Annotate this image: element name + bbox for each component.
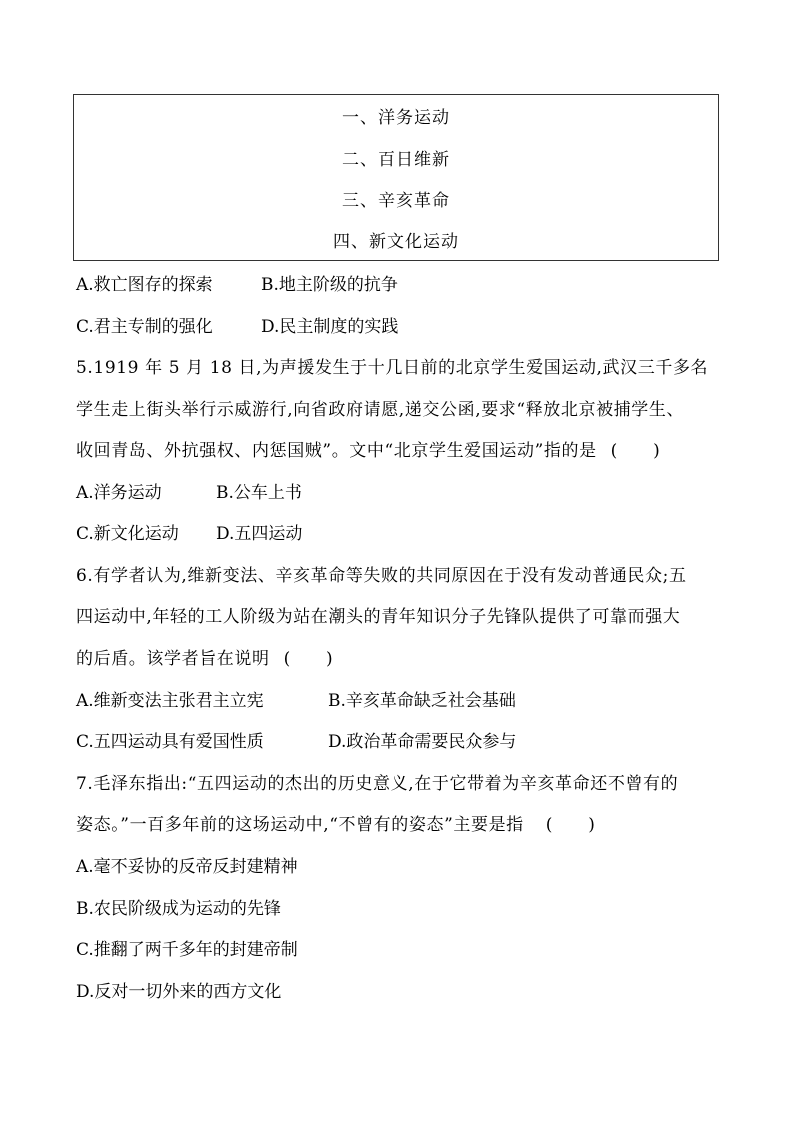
q7-option-a: A.毫不妥协的反帝反封建精神 [76,857,298,877]
q4-option-a: A.救亡图存的探索 [76,275,213,295]
q6-stem-line-1: 6.有学者认为,维新变法、辛亥革命等失败的共同原因在于没有发动普通民众;五 [76,566,687,586]
q6-option-d: D.政治革命需要民众参与 [328,732,517,752]
q6-stem-text: 的后盾。该学者旨在说明 [76,649,270,669]
q6-option-a: A.维新变法主张君主立宪 [76,691,264,711]
q5-option-a: A.洋务运动 [76,483,162,503]
q4-option-d: D.民主制度的实践 [261,317,399,337]
q4-option-b: B.地主阶级的抗争 [261,275,398,295]
q7-stem-text: 姿态。”一百多年前的这场运动中,“不曾有的姿态”主要是指 [76,815,524,835]
box-item-1: 一、洋务运动 [342,108,450,128]
q6-option-b: B.辛亥革命缺乏社会基础 [328,691,516,711]
q7-option-c: C.推翻了两千多年的封建帝制 [76,940,298,960]
q5-stem-line-3 [76,440,660,462]
q5-option-d: D.五四运动 [216,524,303,544]
q7-option-d: D.反对一切外来的西方文化 [76,982,282,1002]
q6-stem-line-2: 四运动中,年轻的工人阶级为站在潮头的青年知识分子先锋队提供了可靠而强大 [76,607,681,627]
box-item-4: 四、新文化运动 [333,232,459,252]
q7-stem-line-2 [76,814,595,836]
q5-option-c: C.新文化运动 [76,524,179,544]
q5-stem-line-2: 学生走上街头举行示威游行,向省政府请愿,递交公函,要求“释放北京被捕学生、 [76,400,685,420]
q6-stem-line-3 [76,648,333,670]
box-item-3: 三、辛亥革命 [342,191,450,211]
box-item-2: 二、百日维新 [342,150,450,170]
q5-stem-line-1: 5.1919 年 5 月 18 日,为声援发生于十几日前的北京学生爱国运动,武汉三千多名 [76,358,709,378]
q5-option-b: B.公车上书 [216,483,302,503]
q5-answer-blank: ( ) [610,441,661,461]
q4-option-c: C.君主专制的强化 [76,317,213,337]
q7-stem-line-1: 7.毛泽东指出:“五四运动的杰出的历史意义,在于它带着为辛亥革命还不曾有的 [76,774,679,794]
q6-option-c: C.五四运动具有爱国性质 [76,732,264,752]
reference-box [73,94,719,261]
q6-answer-blank: ( ) [283,649,334,669]
q5-stem-text: 收回青岛、外抗强权、内惩国贼”。文中“北京学生爱国运动”指的是 [76,441,597,461]
q7-answer-blank: ( ) [545,815,596,835]
q7-option-b: B.农民阶级成为运动的先锋 [76,899,281,919]
